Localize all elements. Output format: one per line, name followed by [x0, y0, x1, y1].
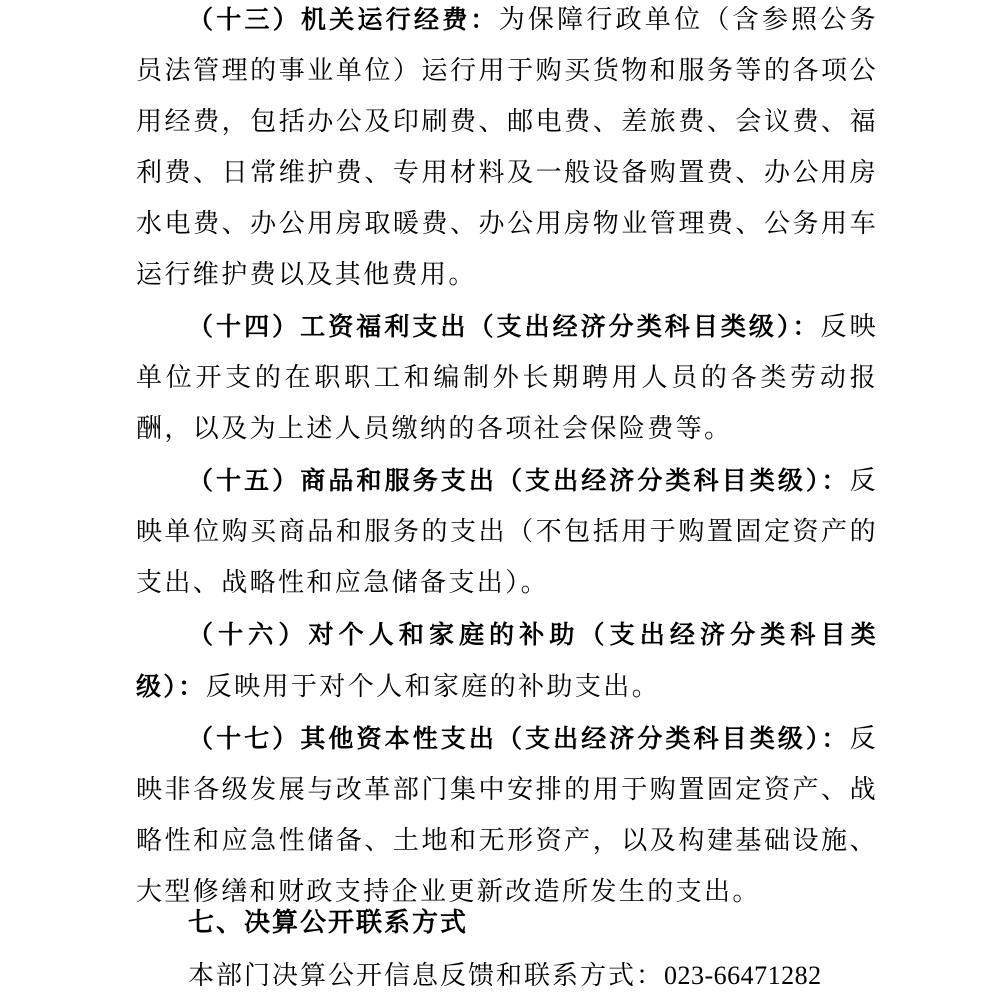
body-text: [136, 0, 878, 918]
item-15-label: （十五）商品和服务支出（支出经济分类科目类级）：: [188, 466, 850, 495]
paragraph-item-16: [136, 609, 878, 713]
paragraph-item-14: [136, 301, 878, 455]
item-14-body: 反映单位开支的在职职工和编制外长期聘用人员的各类劳动报酬，以及为上述人员缴纳的各项社会保险费等。: [136, 312, 878, 444]
item-14-label: （十四）工资福利支出（支出经济分类科目类级）：: [188, 312, 821, 341]
item-17-body: 反映非各级发展与改革部门集中安排的用于购置固定资产、战略性和应急性储备、土地和无形资产，以及构建基础设施、大型修缮和财政支持企业更新改造所发生的支出。: [136, 724, 878, 907]
section-heading: 七、决算公开联系方式: [188, 908, 469, 938]
contact-phone: 023-66471282: [664, 961, 822, 990]
paragraph-item-15: [136, 455, 878, 609]
item-17-label: （十七）其他资本性支出（支出经济分类科目类级）：: [188, 724, 850, 753]
item-15-body: 反映单位购买商品和服务的支出（不包括用于购置固定资产的支出、战略性和应急储备支出）。: [136, 466, 878, 598]
contact-line: [188, 950, 822, 1002]
item-16-label: （十六）对个人和家庭的补助（支出经济分类科目类级）：: [136, 620, 878, 701]
paragraph-item-13: [136, 0, 878, 301]
item-13-label: （十三）机关运行经费：: [188, 5, 499, 34]
item-13-body: 为保障行政单位（含参照公务员法管理的事业单位）运行用于购买货物和服务等的各项公用经费，包括办公及印刷费、邮电费、差旅费、会议费、福利费、日常维护费、专用材料及一般设备购置费、办公用房水电费、办公用房取暖费、办公用房物业管理费、公务用车运行维护费以及其他费用。: [136, 5, 879, 290]
item-16-body: 反映用于对个人和家庭的补助支出。: [205, 672, 661, 702]
paragraph-item-17: [136, 713, 878, 918]
contact-label: 本部门决算公开信息反馈和联系方式：: [188, 961, 665, 991]
